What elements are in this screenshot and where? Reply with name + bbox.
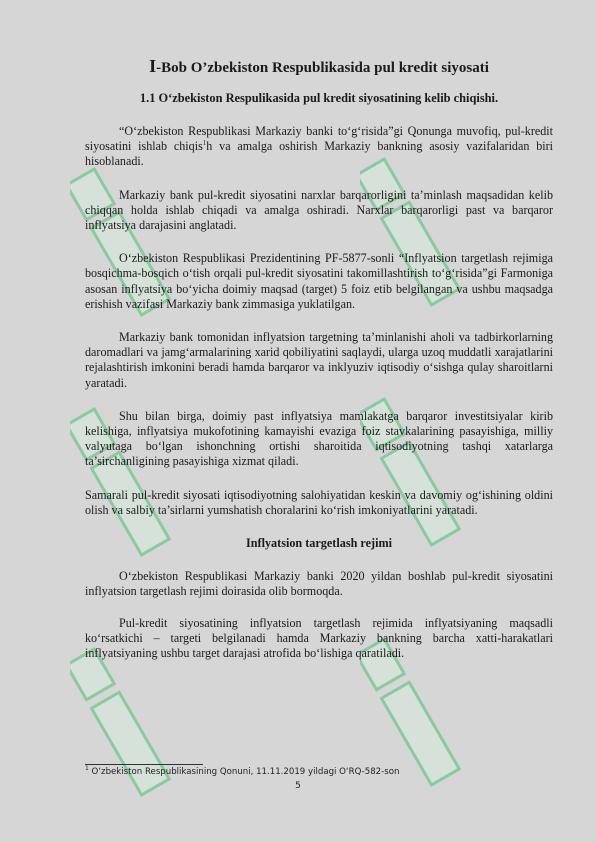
page-number: 5 (295, 781, 301, 791)
paragraph-7: O‘zbekiston Respublikasi Markaziy banki 2020 yildan boshlab pul-kredit siyosatini inflyatsion targetlash rejimi doirasida olib bormoqda. (85, 569, 553, 599)
footnote-text: O‘zbekiston Respublikasining Qonuni, 11.11.2019 yildagi O‘RQ-582-son (88, 767, 400, 777)
footnote-divider (85, 764, 203, 765)
section-title: 1.1 O‘zbekiston Respulikasida pul kredit siyosatining kelib chiqishi. (139, 91, 499, 105)
paragraph-8: Pul-kredit siyosatining inflyatsion targetlash rejimida inflyatsiyaning maqsadli ko‘rsatkichi – targeti belgilanadi hamda Markaziy bankning barcha xatti-harakatlari inflyatsiyaning ushbu target darajasi atrofida bo‘lishiga qaratiladi. (85, 615, 553, 661)
footnote-ref[interactable]: 1 (202, 139, 207, 148)
chapter-roman: I (149, 56, 157, 76)
chapter-title-text: -Bob O’zbekiston Respublikasida pul kredit siyosati (156, 60, 489, 76)
page-content (85, 56, 553, 661)
chapter-title (85, 56, 553, 78)
paragraph-3: O‘zbekiston Respublikasi Prezidentining PF-5877-sonli “Inflyatsion targetlash rejimiga bosqichma-bosqich o‘tish orqali pul-kredit siyosatini takomillashtirish to‘g‘risida”gi Farmoniga asosan inflyatsiya bo‘yicha doimiy maqsad (target) 5 foiz etib belgilangan va ushbu maqsadga erishish vazifasi Markaziy bank zimmasiga yuklatilgan. (85, 251, 553, 311)
paragraph-6: Samarali pul-kredit siyosati iqtisodiyotning salohiyatidan keskin va davomiy og‘ishining oldini olish va salbiy ta’sirlarni yumshatish choralarini ko‘rish imkoniyatlarini yaratadi. (85, 487, 553, 517)
footnote (85, 767, 399, 777)
paragraph-1: “O‘zbekiston Respublikasi Markaziy banki to‘g‘risida”gi Qonunga muvofiq, pul-kredit siyosatini ishlab chiqis$^1$h va amalga oshirish Markaziy bankning asosiy vazifalaridan biri hisoblanadi. (85, 124, 554, 169)
footnote-mark: 1 (85, 765, 89, 773)
paragraph-2: Markaziy bank pul-kredit siyosatini narxlar barqarorligini ta’minlash maqsadidan kelib chiqqan holda ishlab chiqadi va amalga oshiradi. Narxlar barqarorligi past va barqaror inflyatsiya darajasini anglatadi. (85, 187, 553, 233)
subsection-title: Inflyatsion targetlash rejimi (245, 536, 392, 551)
paragraph-5: Shu bilan birga, doimiy past inflyatsiya mamlakatga barqaror investitsiyalar kirib kelishiga, inflyatsiya mukofotining kamayishi evaziga foiz stavkalarining pasayishiga, milliy valyutaga bo‘lgan ishonchning ortishi sharoitida iqtisodiyotning tashqi xatarlarga ta’sirchanligining pasayishiga xizmat qiladi. (85, 408, 553, 469)
paragraph-4: Markaziy bank tomonidan inflyatsion targetning ta’minlanishi aholi va tadbirkorlarning daromadlari va jamg‘armalarining xarid qobiliyatini saqlaydi, ularga uzoq muddatli xarajatlarini rejalashtirish imkonini beradi hamda barqaror va inklyuziv iqtisodiy o‘sishga qulay sharoitlarni yaratadi. (85, 330, 553, 390)
